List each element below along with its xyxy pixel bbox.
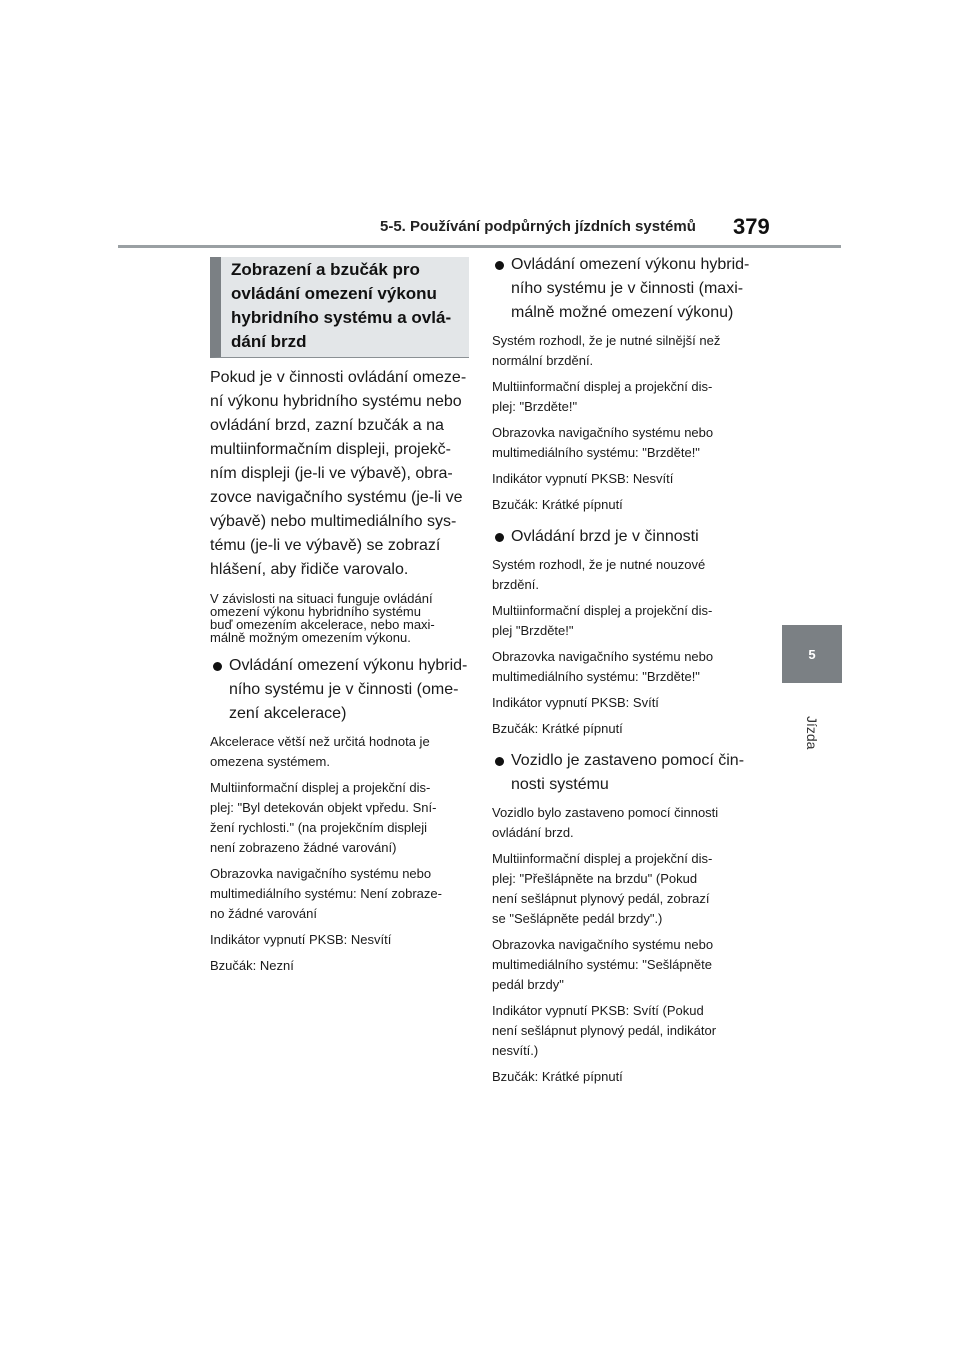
paragraph-line: Multiinformační displej a projekční dis-	[492, 851, 713, 866]
paragraph-line: Indikátor vypnutí PKSB: Nesvítí	[492, 471, 674, 486]
paragraph-line: multimediálního systému: "Brzděte!"	[492, 445, 700, 460]
note-line: V závislosti na situaci funguje ovládání	[210, 591, 433, 606]
section-title-box	[210, 257, 469, 358]
note-line: buď omezením akcelerace, nebo maxi-	[210, 617, 435, 632]
paragraph-line: omezena systémem.	[210, 754, 330, 769]
paragraph	[492, 1067, 754, 1087]
paragraph-line: Indikátor vypnutí PKSB: Svítí	[492, 695, 659, 710]
paragraph-line: žení rychlosti." (na projekčním displeji	[210, 820, 428, 835]
heading-line: Vozidlo je zastaveno pomocí čin-	[511, 752, 745, 769]
paragraph-line: Bzučák: Nezní	[210, 958, 294, 973]
bullet-heading	[492, 525, 754, 549]
title-line: hybridního systému a ovlá-	[231, 308, 452, 327]
intro-line: hlášení, aby řidiče varovalo.	[210, 561, 409, 578]
paragraph-line: Obrazovka navigačního systému nebo	[492, 425, 714, 440]
heading-line: ního systému je v činnosti (ome-	[229, 681, 459, 698]
paragraph	[492, 423, 754, 463]
paragraph	[492, 803, 754, 843]
paragraph-line: není sešlápnut plynový pedál, zobrazí	[492, 891, 710, 906]
bullet-dot-icon	[213, 662, 222, 671]
title-line: Zobrazení a bzučák pro	[231, 260, 420, 279]
paragraph-line: není zobrazeno žádné varování)	[210, 840, 397, 855]
paragraph-line: Systém rozhodl, že je nutné nouzové	[492, 557, 706, 572]
bullet-dot-icon	[495, 261, 504, 270]
title-line: ovládání omezení výkonu	[231, 284, 437, 303]
paragraph-line: Obrazovka navigačního systému nebo	[492, 937, 714, 952]
paragraph-line: plej: "Přešlápněte na brzdu" (Pokud	[492, 871, 698, 886]
paragraph-line: Obrazovka navigačního systému nebo	[210, 866, 432, 881]
paragraph-line: multimediálního systému: "Sešlápněte	[492, 957, 712, 972]
paragraph-line: Bzučák: Krátké pípnutí	[492, 721, 623, 736]
note-paragraph	[210, 592, 472, 644]
paragraph	[492, 331, 754, 371]
chapter-label: Jízda	[804, 716, 820, 750]
bullet-heading	[492, 253, 754, 325]
section-header: 5-5. Používání podpůrných jízdních systémů	[380, 218, 696, 235]
paragraph-line: není sešlápnut plynový pedál, indikátor	[492, 1023, 717, 1038]
paragraph	[492, 719, 754, 739]
heading-line: Ovládání omezení výkonu hybrid-	[229, 657, 468, 674]
paragraph-line: multimediálního systému: "Brzděte!"	[492, 669, 700, 684]
paragraph	[210, 864, 472, 924]
paragraph-line: normální brzdění.	[492, 353, 594, 368]
intro-line: multiinformačním displeji, projekč-	[210, 441, 451, 458]
paragraph-line: ovládání brzd.	[492, 825, 574, 840]
paragraph-line: Bzučák: Krátké pípnutí	[492, 1069, 623, 1084]
paragraph	[492, 1001, 754, 1061]
paragraph	[492, 693, 754, 713]
heading-line: málně možné omezení výkonu)	[511, 304, 734, 321]
paragraph-line: Multiinformační displej a projekční dis-	[492, 379, 713, 394]
paragraph	[492, 469, 754, 489]
intro-paragraph	[210, 366, 472, 582]
paragraph	[210, 778, 472, 858]
paragraph	[492, 849, 754, 929]
paragraph-line: se "Sešlápněte pedál brzdy".)	[492, 911, 663, 926]
paragraph-line: Bzučák: Krátké pípnutí	[492, 497, 623, 512]
paragraph	[210, 956, 472, 976]
paragraph-line: Vozidlo bylo zastaveno pomocí činnosti	[492, 805, 719, 820]
paragraph-line: Obrazovka navigačního systému nebo	[492, 649, 714, 664]
heading-line: nosti systému	[511, 776, 609, 793]
paragraph-line: no žádné varování	[210, 906, 317, 921]
chapter-number: 5	[808, 646, 816, 662]
paragraph	[492, 935, 754, 995]
paragraph-line: pedál brzdy"	[492, 977, 564, 992]
intro-line: zovce navigačního systému (je-li ve	[210, 489, 463, 506]
intro-line: Pokud je v činnosti ovládání omeze-	[210, 369, 467, 386]
paragraph	[492, 555, 754, 595]
heading-line: Ovládání brzd je v činnosti	[511, 528, 699, 545]
paragraph	[210, 732, 472, 772]
page-number: 379	[733, 214, 770, 239]
heading-line: Ovládání omezení výkonu hybrid-	[511, 256, 750, 273]
intro-line: tému (je-li ve výbavě) se zobrazí	[210, 537, 441, 554]
bullet-dot-icon	[495, 533, 504, 542]
bullet-heading	[492, 749, 754, 797]
intro-line: výbavě) nebo multimediálního sys-	[210, 513, 457, 530]
intro-line: ním displeji (je-li ve výbavě), obra-	[210, 465, 453, 482]
right-column	[492, 253, 754, 1087]
note-line: omezení výkonu hybridního systému	[210, 604, 421, 619]
paragraph-line: brzdění.	[492, 577, 539, 592]
paragraph	[492, 377, 754, 417]
paragraph-line: plej: "Byl detekován objekt vpředu. Sní-	[210, 800, 437, 815]
intro-line: ní výkonu hybridního systému nebo	[210, 393, 462, 410]
paragraph-line: Multiinformační displej a projekční dis-	[210, 780, 431, 795]
paragraph-line: Multiinformační displej a projekční dis-	[492, 603, 713, 618]
intro-line: ovládání brzd, zazní bzučák a na	[210, 417, 444, 434]
note-line: málně možným omezením výkonu.	[210, 630, 411, 645]
bullet-dot-icon	[495, 757, 504, 766]
paragraph-line: Akcelerace větší než určitá hodnota je	[210, 734, 430, 749]
title-line: dání brzd	[231, 332, 307, 351]
paragraph-line: Indikátor vypnutí PKSB: Svítí (Pokud	[492, 1003, 704, 1018]
chapter-tab	[782, 625, 842, 683]
paragraph	[210, 930, 472, 950]
left-column	[210, 366, 472, 976]
paragraph	[492, 495, 754, 515]
paragraph-line: nesvítí.)	[492, 1043, 539, 1058]
paragraph-line: multimediálního systému: Není zobraze-	[210, 886, 442, 901]
paragraph	[492, 601, 754, 641]
paragraph-line: Indikátor vypnutí PKSB: Nesvítí	[210, 932, 392, 947]
heading-line: ního systému je v činnosti (maxi-	[511, 280, 744, 297]
paragraph-line: Systém rozhodl, že je nutné silnější než	[492, 333, 721, 348]
header-divider	[118, 245, 841, 248]
paragraph-line: plej: "Brzděte!"	[492, 399, 578, 414]
paragraph-line: plej "Brzděte!"	[492, 623, 574, 638]
heading-line: zení akcelerace)	[229, 705, 347, 722]
paragraph	[492, 647, 754, 687]
bullet-heading	[210, 654, 472, 726]
